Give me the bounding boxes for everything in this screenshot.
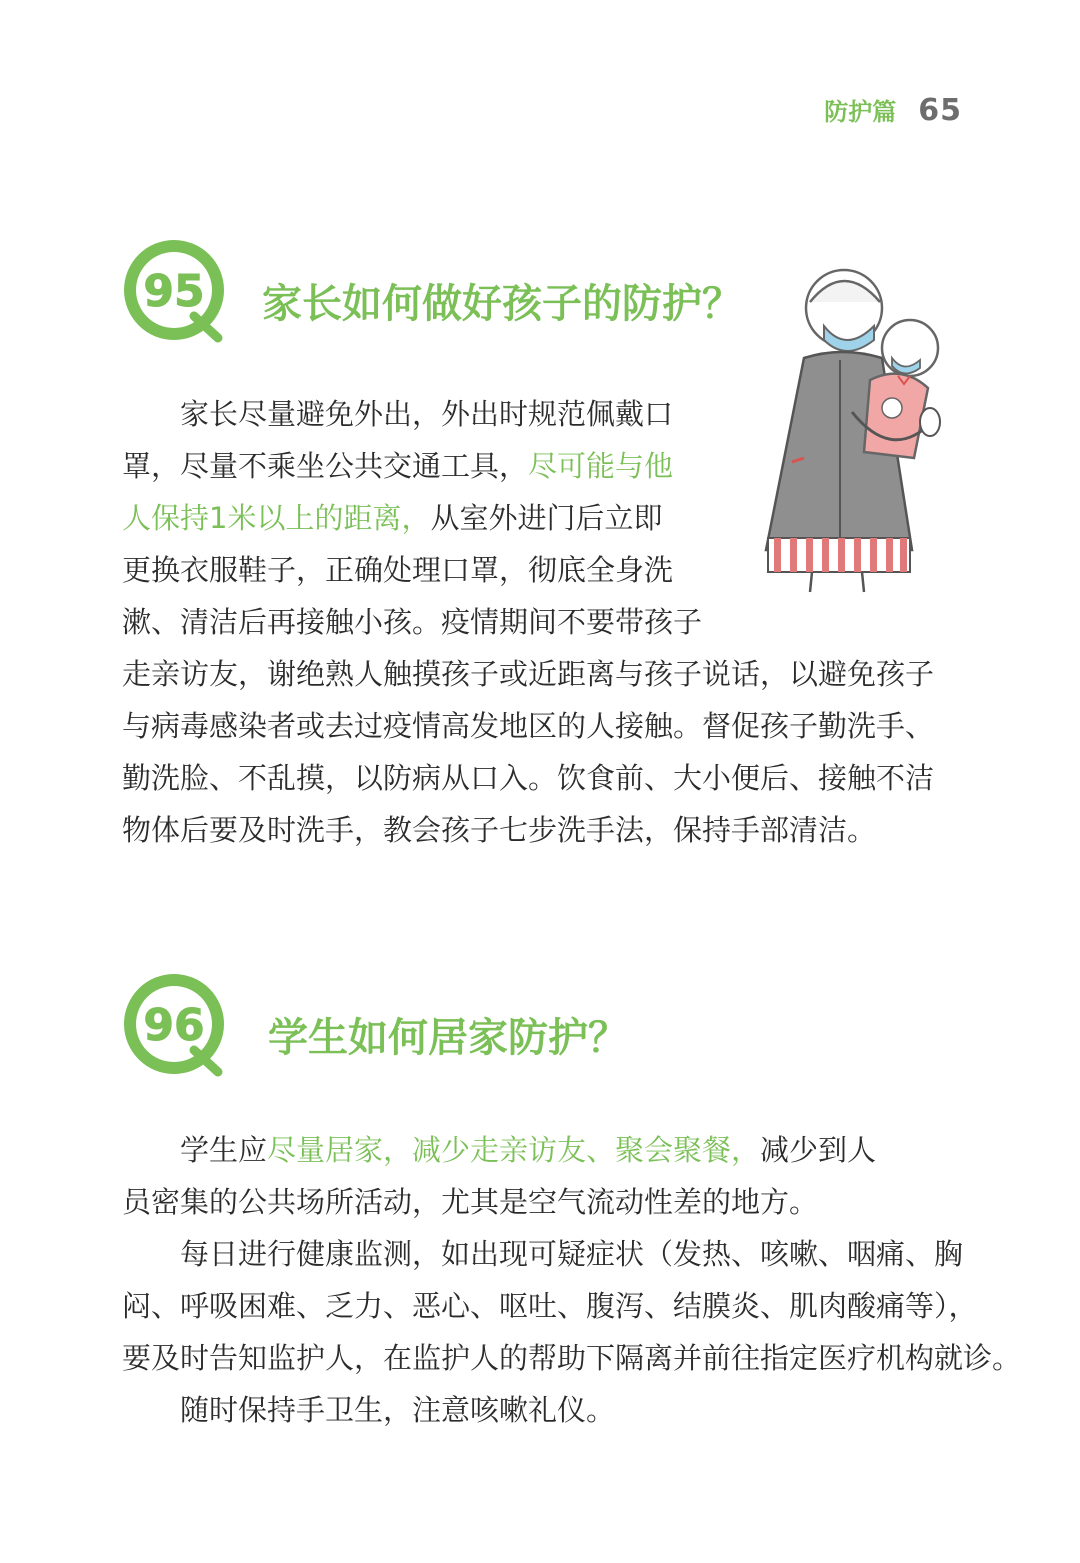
body-line: 与病毒感染者或去过疫情高发地区的人接触。督促孩子勤洗手、 bbox=[122, 709, 935, 743]
body-line: 罩，尽量不乘坐公共交通工具，尽可能与他 bbox=[122, 449, 674, 483]
question-96-body bbox=[122, 1124, 1021, 1436]
body-line: 要及时告知监护人，在监护人的帮助下隔离并前往指定医疗机构就诊。 bbox=[122, 1341, 1022, 1375]
body-line: 学生应尽量居家，减少走亲访友、聚会聚餐，减少到人 bbox=[122, 1133, 877, 1167]
question-95-badge bbox=[122, 238, 232, 348]
body-line: 家长尽量避免外出，外出时规范佩戴口 bbox=[122, 397, 674, 431]
highlight-text: 人保持1米以上的距离， bbox=[122, 501, 431, 535]
body-line: 员密集的公共场所活动，尤其是空气流动性差的地方。 bbox=[122, 1185, 819, 1219]
question-96-badge bbox=[122, 972, 232, 1082]
page-number: 65 bbox=[918, 93, 962, 128]
question-96-number: 96 bbox=[143, 1000, 205, 1051]
body-line: 物体后要及时洗手，教会孩子七步洗手法，保持手部清洁。 bbox=[122, 813, 877, 847]
question-95-title: 家长如何做好孩子的防护？ bbox=[262, 281, 742, 327]
section-name: 防护篇 bbox=[824, 98, 897, 126]
body-line: 漱、清洁后再接触小孩。疫情期间不要带孩子 bbox=[122, 605, 703, 639]
body-line: 更换衣服鞋子，正确处理口罩，彻底全身洗 bbox=[122, 553, 674, 587]
question-95-number: 95 bbox=[143, 266, 205, 317]
question-95-body bbox=[122, 388, 934, 856]
question-96-title: 学生如何居家防护？ bbox=[268, 1015, 628, 1061]
page-header bbox=[824, 92, 962, 128]
body-line: 走亲访友，谢绝熟人触摸孩子或近距离与孩子说话，以避免孩子 bbox=[122, 657, 935, 691]
body-line: 每日进行健康监测，如出现可疑症状（发热、咳嗽、咽痛、胸 bbox=[122, 1237, 964, 1271]
body-line: 随时保持手卫生，注意咳嗽礼仪。 bbox=[122, 1393, 616, 1427]
highlight-text: 尽量居家，减少走亲访友、聚会聚餐， bbox=[267, 1133, 761, 1167]
body-line: 人保持1米以上的距离，从室外进门后立即 bbox=[122, 501, 663, 535]
body-line: 闷、呼吸困难、乏力、恶心、呕吐、腹泻、结膜炎、肌肉酸痛等）， bbox=[122, 1289, 978, 1323]
body-line: 勤洗脸、不乱摸，以防病从口入。饮食前、大小便后、接触不洁 bbox=[122, 761, 935, 795]
highlight-text: 尽可能与他 bbox=[528, 449, 674, 483]
